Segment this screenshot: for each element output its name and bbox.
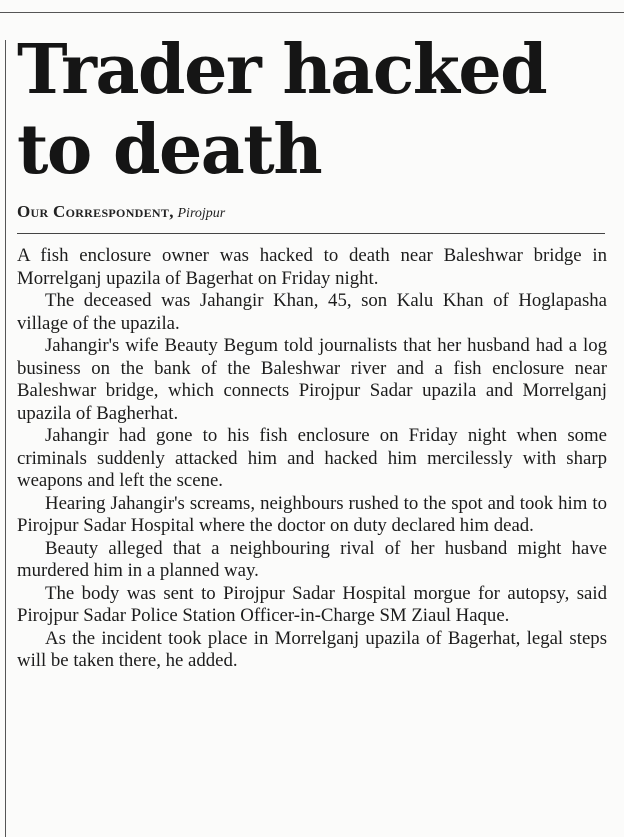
paragraph-2: The deceased was Jahangir Khan, 45, son Kalu Khan of Hoglapasha village of the upazila.	[17, 290, 607, 334]
paragraph-1: A fish enclosure owner was hacked to death near Baleshwar bridge in Morrelganj upazila of Bagerhat on Friday night.	[17, 245, 607, 289]
paragraph-6: Beauty alleged that a neighbouring rival of her husband might have murdered him in a planned way.	[17, 537, 607, 581]
byline-place: Pirojpur	[177, 206, 226, 221]
headline-line-2: to death	[17, 110, 322, 190]
byline-name: Our Correspondent,	[17, 202, 174, 221]
column-rule	[5, 40, 6, 837]
headline	[17, 30, 607, 190]
paragraph-7: The body was sent to Pirojpur Sadar Hospital morgue for autopsy, said Pirojpur Sadar Police Station Officer-in-Charge SM Ziaul Haque.	[17, 582, 607, 626]
byline	[17, 202, 607, 224]
byline-rule	[17, 233, 605, 234]
news-article	[17, 30, 607, 673]
paragraph-3: Jahangir's wife Beauty Begum told journalists that her husband had a log business on the bank of the Baleshwar river and a fish enclosure near Baleshwar bridge, which connects Pirojpur Sadar upazila and Morrelganj upazila of Bagherhat.	[17, 335, 607, 424]
paragraph-4: Jahangir had gone to his fish enclosure on Friday night when some criminals suddenly attacked him and hacked him mercilessly with sharp weapons and left the scene.	[17, 425, 607, 491]
top-rule	[0, 12, 624, 13]
paragraph-5: Hearing Jahangir's screams, neighbours rushed to the spot and took him to Pirojpur Sadar Hospital where the doctor on duty declared him dead.	[17, 492, 607, 536]
headline-line-1: Trader hacked	[17, 30, 547, 110]
article-body	[17, 245, 607, 673]
paragraph-8: As the incident took place in Morrelganj upazila of Bagerhat, legal steps will be taken there, he added.	[17, 627, 607, 671]
